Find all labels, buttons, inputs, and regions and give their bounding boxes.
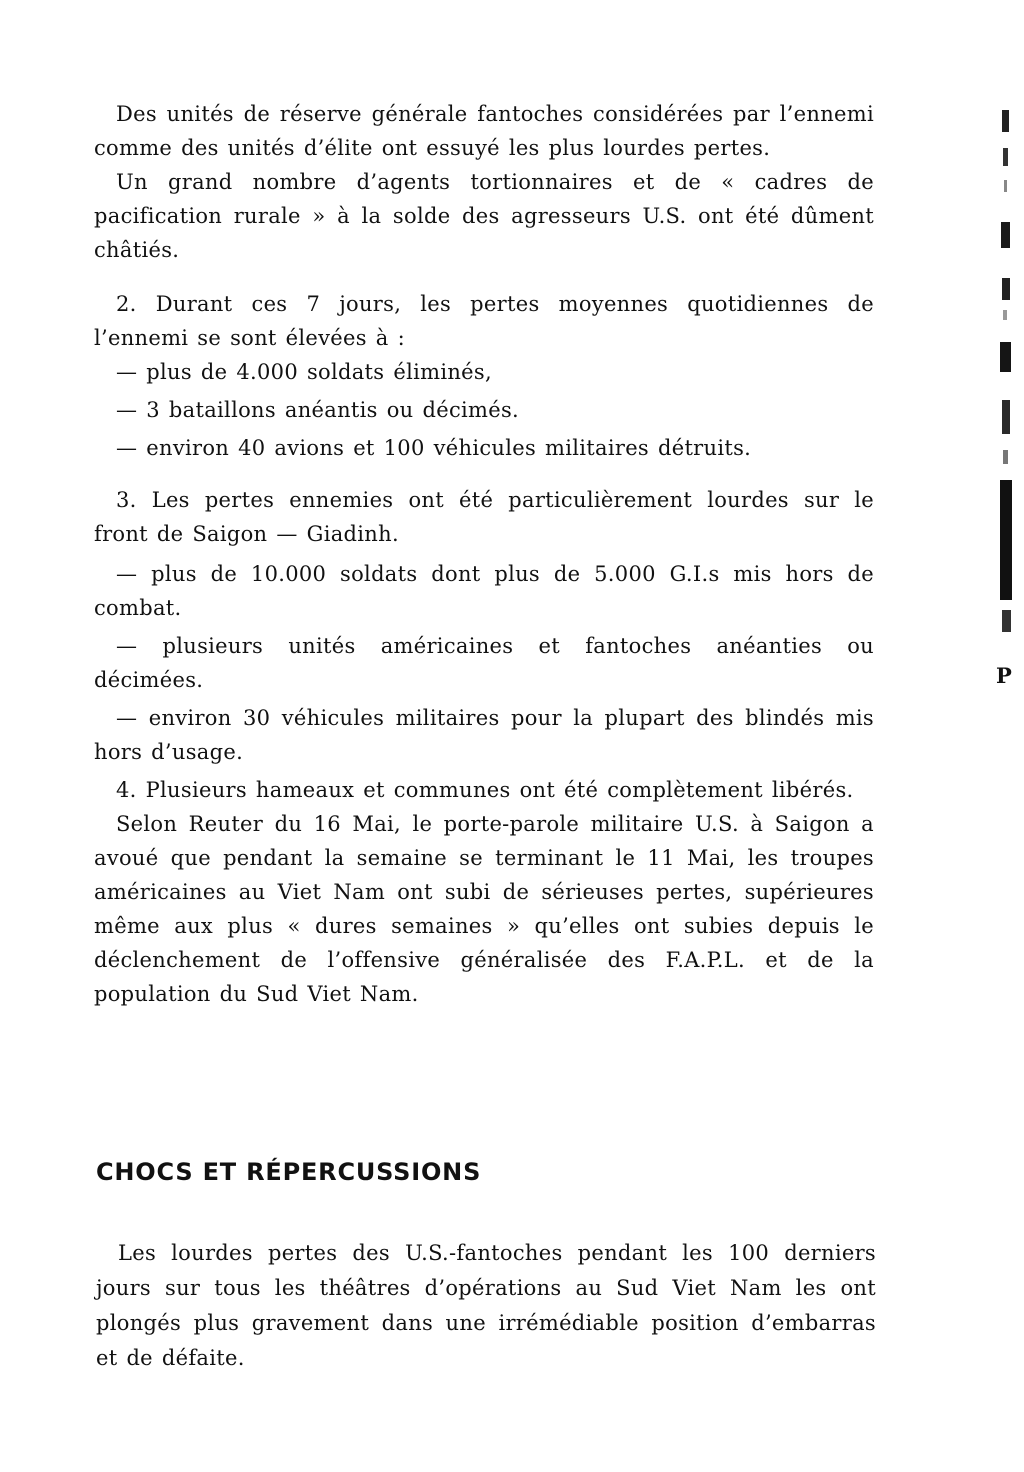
list-item: — 3 bataillons anéantis ou décimés.: [116, 398, 520, 422]
edge-letter: P: [996, 663, 1012, 688]
list-item: — plusieurs unités américaines et fantoches anéanties ou décimées.: [94, 634, 874, 692]
paragraph-reuter: Selon Reuter du 16 Mai, le porte-parole militaire U.S. à Saigon a avoué que pendant la semaine se terminant le 11 Mai, les troupes américaines au Viet Nam ont subi de sérieuses pertes, supérieures même aux plus « dures semaines » qu’elles ont subies depuis le déclenchement de l’offensive généralisée des F.A.P.L. et de la population du Sud Viet Nam.: [94, 812, 874, 1006]
paragraph-reserve-units: Des unités de réserve générale fantoches considérées par l’ennemi comme des unités d’élite ont essuyé les plus lourdes pertes.: [94, 102, 874, 160]
paragraph-agents: Un grand nombre d’agents tortionnaires et de « cadres de pacification rurale » à la solde des agresseurs U.S. ont été dûment châtiés.: [94, 170, 874, 262]
list-item: — environ 30 véhicules militaires pour la plupart des blindés mis hors d’usage.: [94, 706, 874, 764]
list-item: — environ 40 avions et 100 véhicules militaires détruits.: [116, 436, 752, 460]
paragraph-liberated: 4. Plusieurs hameaux et communes ont été complètement libérés.: [116, 778, 854, 802]
main-text-block: [94, 97, 874, 1011]
section-heading: CHOCS ET RÉPERCUSSIONS: [96, 1158, 482, 1186]
paragraph-saigon-front: 3. Les pertes ennemies ont été particulièrement lourdes sur le front de Saigon — Giadinh.: [94, 488, 874, 546]
list-item: — plus de 10.000 soldats dont plus de 5.000 G.I.s mis hors de combat.: [94, 562, 874, 620]
page-edge-bleed: [996, 110, 1014, 640]
paragraph-heavy-losses: Les lourdes pertes des U.S.-fantoches pendant les 100 derniers jours sur tous les théâtres d’opérations au Sud Viet Nam les ont plongés plus gravement dans une irrémédiable position d’embarras et de défaite.: [96, 1241, 876, 1370]
paragraph-daily-losses: 2. Durant ces 7 jours, les pertes moyennes quotidiennes de l’ennemi se sont élevées à :: [94, 292, 874, 350]
section-body: [96, 1236, 876, 1376]
list-item: — plus de 4.000 soldats éliminés,: [116, 360, 492, 384]
